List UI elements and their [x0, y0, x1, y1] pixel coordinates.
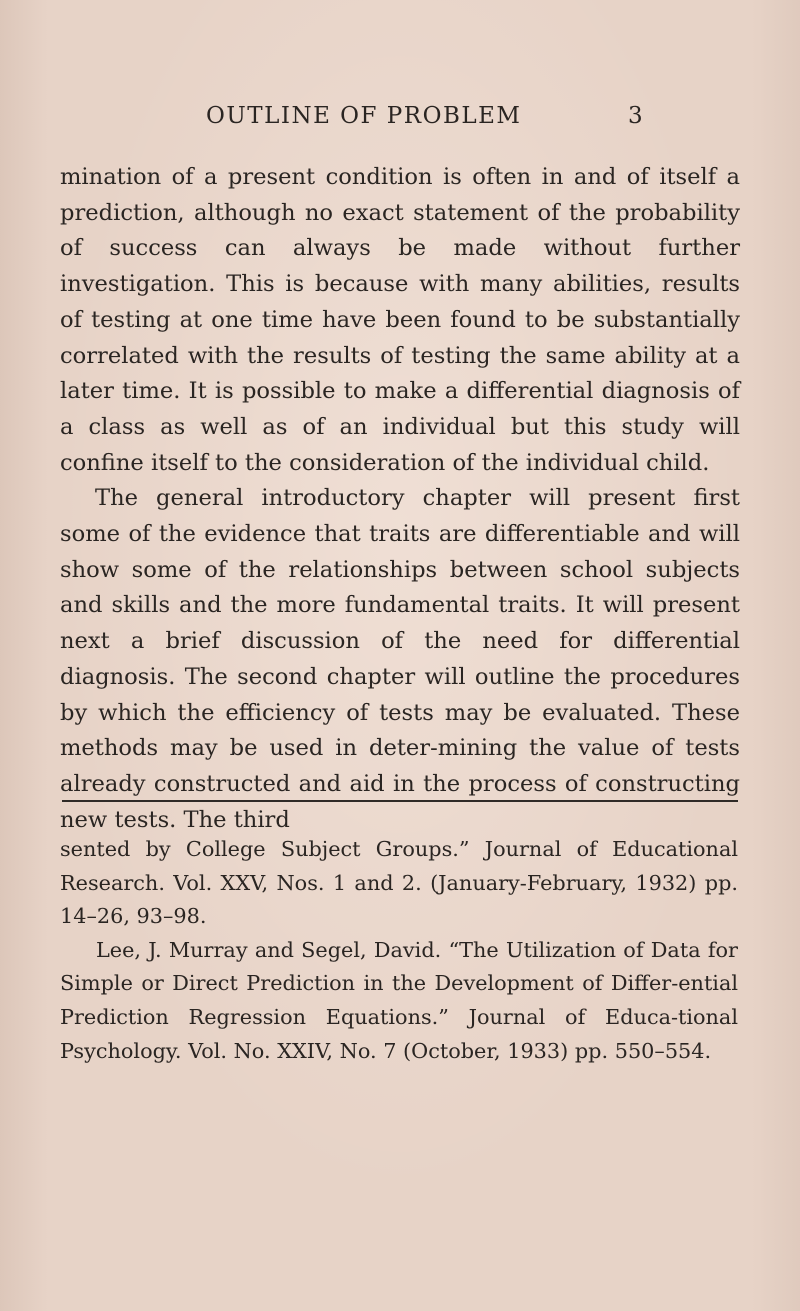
main-text	[60, 160, 740, 838]
footnote-entry: Lee, J. Murray and Segel, David. “The Utilization of Data for Simple or Direct Prediction in the Development of Differ-ential Prediction Regression Equations.” Journal of Educa-tional Psychology. Vol. No. XXIV, No. 7 (October, 1933) pp. 550–554.	[60, 937, 738, 1063]
paragraph: mination of a present condition is often in and of itself a prediction, although no exact statement of the probability of success can always be made without further investigation. This is because with many abilities, results of testing at one time have been found to be substantially correlated with the results of testing the same ability at a later time. It is possible to make a differential diagnosis of a class as well as of an individual but this study will confine itself to the consideration of the individual child.	[60, 164, 740, 476]
running-head-title: OUTLINE OF PROBLEM	[206, 103, 522, 129]
page-number: 3	[628, 103, 643, 129]
footnote-divider	[62, 800, 738, 802]
footnote-entry: sented by College Subject Groups.” Journal of Educational Research. Vol. XXV, Nos. 1 and 2. (January-February, 1932) pp. 14–26, 93–98.	[60, 837, 738, 929]
paragraph: The general introductory chapter will present first some of the evidence that traits are differentiable and will show some of the relationships between school subjects and skills and the more fundamental traits. It will present next a brief discussion of the need for differential diagnosis. The second chapter will outline the procedures by which the efficiency of tests may be evaluated. These methods may be used in deter-mining the value of tests already constructed and aid in the process of constructing new tests. The third	[60, 485, 740, 833]
footnotes	[60, 833, 738, 1068]
